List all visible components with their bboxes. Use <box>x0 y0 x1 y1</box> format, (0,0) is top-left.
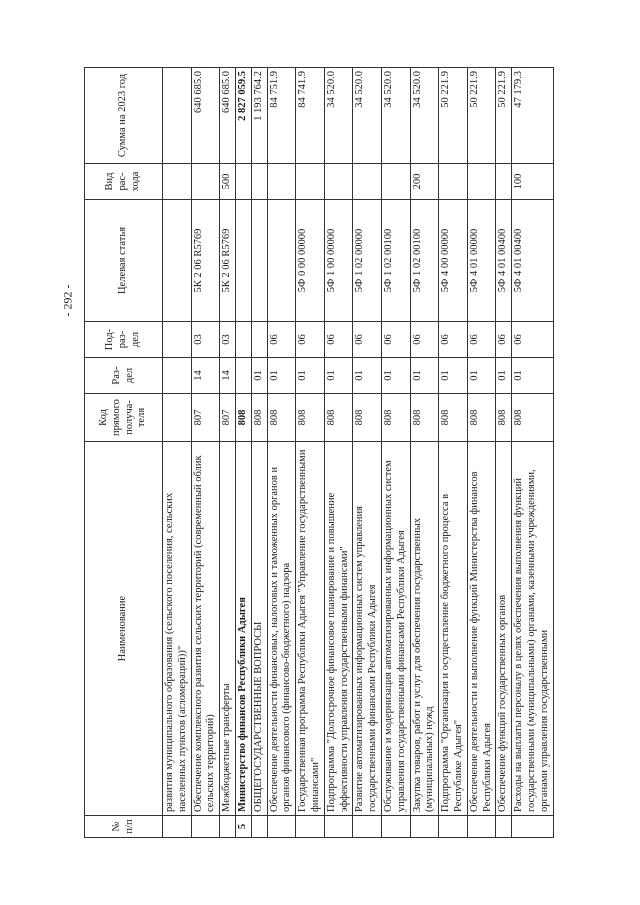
cell-summa: 50 221.9 <box>467 68 496 164</box>
cell-name: Государственная программа Республики Адыгея "Управление государственными финансами" <box>296 442 325 816</box>
cell-podrazdel: 06 <box>410 322 439 358</box>
cell-code: 808 <box>467 394 496 442</box>
cell-celevaya <box>163 200 192 322</box>
cell-name: Министерство финансов Республики Адыгея <box>235 442 251 816</box>
cell-razdel <box>235 358 251 394</box>
cell-code: 807 <box>220 394 236 442</box>
cell-razdel: 01 <box>324 358 353 394</box>
table-row <box>220 68 236 838</box>
table-row <box>439 68 468 838</box>
cell-name: Обеспечение комплексного развития сельских территорий (современный облик сельских территорий) <box>191 442 220 816</box>
cell-code: 808 <box>381 394 410 442</box>
table-row <box>163 68 192 838</box>
cell-no <box>512 816 553 838</box>
table-row <box>410 68 439 838</box>
cell-razdel: 01 <box>353 358 382 394</box>
cell-vid <box>496 164 512 200</box>
table-row <box>512 68 553 838</box>
cell-name: Развитие автоматизированных информационных систем управления государственными финансами Республики Адыгея <box>353 442 382 816</box>
cell-razdel: 01 <box>496 358 512 394</box>
cell-vid <box>467 164 496 200</box>
cell-no <box>163 816 192 838</box>
cell-podrazdel: 03 <box>191 322 220 358</box>
cell-razdel: 01 <box>439 358 468 394</box>
cell-summa: 2 827 059.5 <box>235 68 251 164</box>
cell-podrazdel: 06 <box>267 322 296 358</box>
cell-code: 808 <box>296 394 325 442</box>
cell-vid <box>251 164 267 200</box>
cell-no <box>439 816 468 838</box>
cell-razdel: 14 <box>220 358 236 394</box>
cell-podrazdel: 06 <box>496 322 512 358</box>
cell-code: 808 <box>353 394 382 442</box>
header-no: № п/п <box>85 816 163 838</box>
cell-code: 808 <box>496 394 512 442</box>
cell-code: 808 <box>410 394 439 442</box>
table-row <box>381 68 410 838</box>
cell-name: Закупка товаров, работ и услуг для обеспечения государственных (муниципальных) нужд <box>410 442 439 816</box>
cell-code: 807 <box>191 394 220 442</box>
cell-celevaya <box>251 200 267 322</box>
page-number: - 292 - <box>60 284 75 317</box>
cell-podrazdel: 06 <box>467 322 496 358</box>
cell-no <box>296 816 325 838</box>
cell-razdel <box>163 358 192 394</box>
cell-razdel: 01 <box>267 358 296 394</box>
cell-name: Обслуживание и модернизация автоматизированных информационных систем управления государственными финансами Республики Адыгея <box>381 442 410 816</box>
cell-no <box>381 816 410 838</box>
cell-no <box>324 816 353 838</box>
table-row <box>191 68 220 838</box>
cell-vid <box>267 164 296 200</box>
cell-celevaya: 5Ф 1 00 00000 <box>324 200 353 322</box>
cell-celevaya: 5Ф 1 02 00100 <box>410 200 439 322</box>
cell-summa: 34 520.0 <box>410 68 439 164</box>
cell-name: Обеспечение функций государственных органов <box>496 442 512 816</box>
table-header-row <box>85 68 163 838</box>
table-row <box>496 68 512 838</box>
cell-podrazdel: 06 <box>439 322 468 358</box>
cell-vid <box>324 164 353 200</box>
cell-summa: 84 741.9 <box>296 68 325 164</box>
cell-code: 808 <box>235 394 251 442</box>
cell-no <box>191 816 220 838</box>
cell-no <box>220 816 236 838</box>
cell-razdel: 01 <box>381 358 410 394</box>
cell-name: Подпрограмма "Организация и осуществление бюджетного процесса в Республике Адыгея" <box>439 442 468 816</box>
cell-name: Подпрограмма "Долгосрочное финансовое планирование и повышение эффективности управления государственными финансами" <box>324 442 353 816</box>
cell-summa: 50 221.9 <box>439 68 468 164</box>
cell-summa: 640 685.0 <box>191 68 220 164</box>
cell-code: 808 <box>512 394 553 442</box>
cell-name: ОБЩЕГОСУДАРСТВЕННЫЕ ВОПРОСЫ <box>251 442 267 816</box>
cell-no <box>353 816 382 838</box>
cell-vid <box>381 164 410 200</box>
cell-vid <box>353 164 382 200</box>
cell-code: 808 <box>267 394 296 442</box>
cell-vid <box>439 164 468 200</box>
cell-no: 5 <box>235 816 251 838</box>
table-row <box>296 68 325 838</box>
cell-razdel: 14 <box>191 358 220 394</box>
cell-summa: 34 520.0 <box>324 68 353 164</box>
cell-celevaya: 5Ф 4 00 00000 <box>439 200 468 322</box>
header-code: Код прямого получа-теля <box>85 394 163 442</box>
cell-podrazdel <box>235 322 251 358</box>
header-summa: Сумма на 2023 год <box>85 68 163 164</box>
header-razdel: Раз-дел <box>85 358 163 394</box>
cell-vid <box>235 164 251 200</box>
cell-vid: 100 <box>512 164 553 200</box>
cell-code <box>163 394 192 442</box>
cell-razdel: 01 <box>467 358 496 394</box>
table-row <box>353 68 382 838</box>
cell-no <box>410 816 439 838</box>
cell-podrazdel: 06 <box>512 322 553 358</box>
cell-podrazdel: 06 <box>296 322 325 358</box>
cell-name: Обеспечение деятельности финансовых, налоговых и таможенных органов и органов финансового (финансово-бюджетного) надзора <box>267 442 296 816</box>
cell-vid: 500 <box>220 164 236 200</box>
table-row <box>267 68 296 838</box>
cell-celevaya: 5Ф 1 02 00000 <box>353 200 382 322</box>
cell-celevaya: 5К 2 06 R5769 <box>191 200 220 322</box>
cell-code: 808 <box>439 394 468 442</box>
table-body <box>163 68 554 838</box>
cell-razdel: 01 <box>410 358 439 394</box>
header-podrazdel: Под-раз-дел <box>85 322 163 358</box>
cell-razdel: 01 <box>251 358 267 394</box>
cell-name: Расходы на выплаты персоналу в целях обеспечения выполнения функций государственными (муниципальными) органами, казенными учреждениями, органами управления государственными <box>512 442 553 816</box>
cell-podrazdel <box>163 322 192 358</box>
cell-vid <box>163 164 192 200</box>
header-vid: Вид рас-хода <box>85 164 163 200</box>
cell-name: Обеспечение деятельности и выполнение функций Министерства финансов Республики Адыгея <box>467 442 496 816</box>
cell-no <box>267 816 296 838</box>
cell-razdel: 01 <box>296 358 325 394</box>
cell-no <box>496 816 512 838</box>
cell-name: Межбюджетные трансферты <box>220 442 236 816</box>
cell-summa: 640 685.0 <box>220 68 236 164</box>
cell-celevaya: 5Ф 4 01 00000 <box>467 200 496 322</box>
cell-celevaya: 5Ф 1 02 00100 <box>381 200 410 322</box>
cell-no <box>251 816 267 838</box>
cell-celevaya: 5Ф 0 00 00000 <box>296 200 325 322</box>
cell-summa: 47 179.3 <box>512 68 553 164</box>
cell-razdel: 01 <box>512 358 553 394</box>
table-row <box>467 68 496 838</box>
cell-podrazdel: 06 <box>353 322 382 358</box>
cell-name: развития муниципального образования (сельского поселения, сельских населенных пунктов (агломераций))" <box>163 442 192 816</box>
cell-summa <box>163 68 192 164</box>
cell-summa: 34 520.0 <box>353 68 382 164</box>
cell-vid <box>191 164 220 200</box>
cell-podrazdel: 06 <box>381 322 410 358</box>
cell-podrazdel: 03 <box>220 322 236 358</box>
cell-vid: 200 <box>410 164 439 200</box>
cell-code: 808 <box>324 394 353 442</box>
table-row <box>324 68 353 838</box>
budget-table <box>84 67 554 838</box>
cell-summa: 1 193 764.2 <box>251 68 267 164</box>
table-row <box>235 68 251 838</box>
header-celevaya: Целевая статья <box>85 200 163 322</box>
cell-summa: 34 520.0 <box>381 68 410 164</box>
cell-celevaya: 5Ф 4 01 00400 <box>512 200 553 322</box>
rotated-table-wrapper <box>84 68 579 838</box>
cell-celevaya: 5К 2 06 R5769 <box>220 200 236 322</box>
cell-summa: 84 751.9 <box>267 68 296 164</box>
cell-code: 808 <box>251 394 267 442</box>
cell-summa: 50 221.9 <box>496 68 512 164</box>
cell-vid <box>296 164 325 200</box>
cell-podrazdel: 06 <box>324 322 353 358</box>
cell-celevaya: 5Ф 4 01 00400 <box>496 200 512 322</box>
table-row <box>251 68 267 838</box>
cell-no <box>467 816 496 838</box>
cell-celevaya <box>235 200 251 322</box>
header-name: Наименование <box>85 442 163 816</box>
cell-podrazdel <box>251 322 267 358</box>
cell-celevaya <box>267 200 296 322</box>
